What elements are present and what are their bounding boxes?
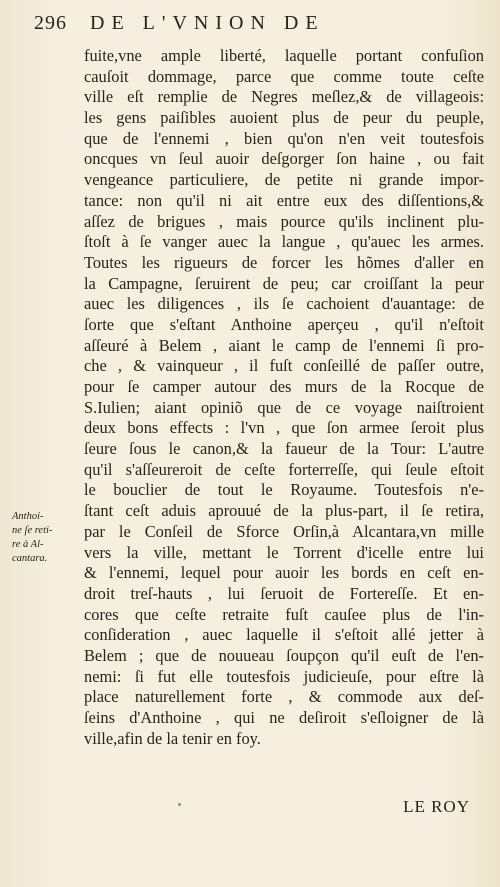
text-line: la Campagne, ſeruirent de peu; car croiſſant la peur [84,273,484,293]
text-line: S.Iulien; aiant opiniõ que de ce voyage naiſtroient [84,397,484,417]
margin-note-line: re à Al- [12,539,44,550]
text-line: ſeure ſous le canon,& la faueur de la Tour: L'autre [84,439,484,459]
margin-note-line: ne ſe reti- [12,525,53,536]
text-line: nemi: ſi fut elle toutesfois judicieuſe, pour eſtre là [84,666,484,686]
text-line: ſorte que s'eſtant Anthoine aperçeu , qu'il n'eſtoit [84,314,484,334]
text-line: vers la ville, mettant le Torrent d'icelle entre lui [84,542,484,562]
text-line: vengeance particuliere, de petite ni grande impor- [84,170,484,190]
text-line: qu'il s'aſſeureroit de ceſte forterreſſe, qui ſeule eſtoit [84,459,484,479]
text-line: cores que ceſte retraite fuſt cauſee plus de l'in- [84,604,484,624]
text-line: conſideration , auec laquelle il s'eſtoit allé jetter à [84,625,484,645]
text-line: cauſoit dommage, parce que comme toute ceſte [84,66,484,86]
body-text [84,46,484,749]
running-head: DE L'VNION DE [90,12,325,34]
text-line: pour ſe camper autour des murs de la Rocque de [84,377,484,396]
text-line: ſtant ceſt aduis aprouué de la plus-part, il ſe retira, [84,501,484,521]
text-line: & l'ennemi, lequel pour auoir les bords en ceſt en- [84,563,484,583]
text-line: aſſeuré à Belem , aiant le camp de l'ennemi ſi pro- [84,335,484,355]
text-line: fuite,vne ample liberté, laquelle portant confuſion [84,46,484,65]
margin-note-line: Anthoi- [12,511,44,522]
text-line: oncques vn ſeul auoir deſgorger ſon haine , ou fait [84,149,484,169]
text-line: le bouclier de tout le Royaume. Toutesfois n'e- [84,480,484,500]
text-line: par le Conſeil de Sforce Orſin,à Alcantara,vn mille [84,521,484,541]
text-line: que de l'ennemi , bien qu'on n'en veit toutesfois [84,128,484,148]
text-line: place naturellement forte , & commode aux deſ- [84,687,484,707]
text-line: auec les diligences , ils ſe cachoient d'auantage: de [84,294,484,314]
text-line: ſeins d'Anthoine , qui ne deſiroit s'eſloigner de là [84,708,484,727]
text-line: tance: non qu'il ni ait entre eux des diſſentions,& [84,190,484,210]
page-header [34,12,482,40]
text-line: Toutes les rigueurs de forcer les hõmes d'aller en [84,252,484,272]
text-line: droit treſ-hauts , lui ſeruoit de Fortereſſe. Et en- [84,583,484,603]
catchword: LE ROY [403,797,470,816]
page-number: 296 [34,12,67,34]
margin-note [12,510,76,566]
text-line: les gens paiſibles auoient plus de peur du peuple, [84,108,484,128]
text-line: ſtoſt à ſe vanger auec la langue , qu'auec les armes. [84,232,484,252]
margin-note-line: cantara. [12,553,48,564]
text-line: ville eſt remplie de Negres meſlez,& de villageois: [84,87,484,107]
text-line: ville,afin de la tenir en foy. [84,728,261,748]
ink-dot [178,803,181,806]
text-line: deux bons effects : l'vn , que ſon armee ſeroit plus [84,418,484,438]
text-line: Belem ; que de nouueau ſoupçon qu'il euſt de l'en- [84,645,484,665]
text-line: che , & vainqueur , il fuſt conſeillé de paſſer outre, [84,356,484,376]
text-line: aſſez de brigues , mais pource qu'ils inclinent plu- [84,211,484,231]
